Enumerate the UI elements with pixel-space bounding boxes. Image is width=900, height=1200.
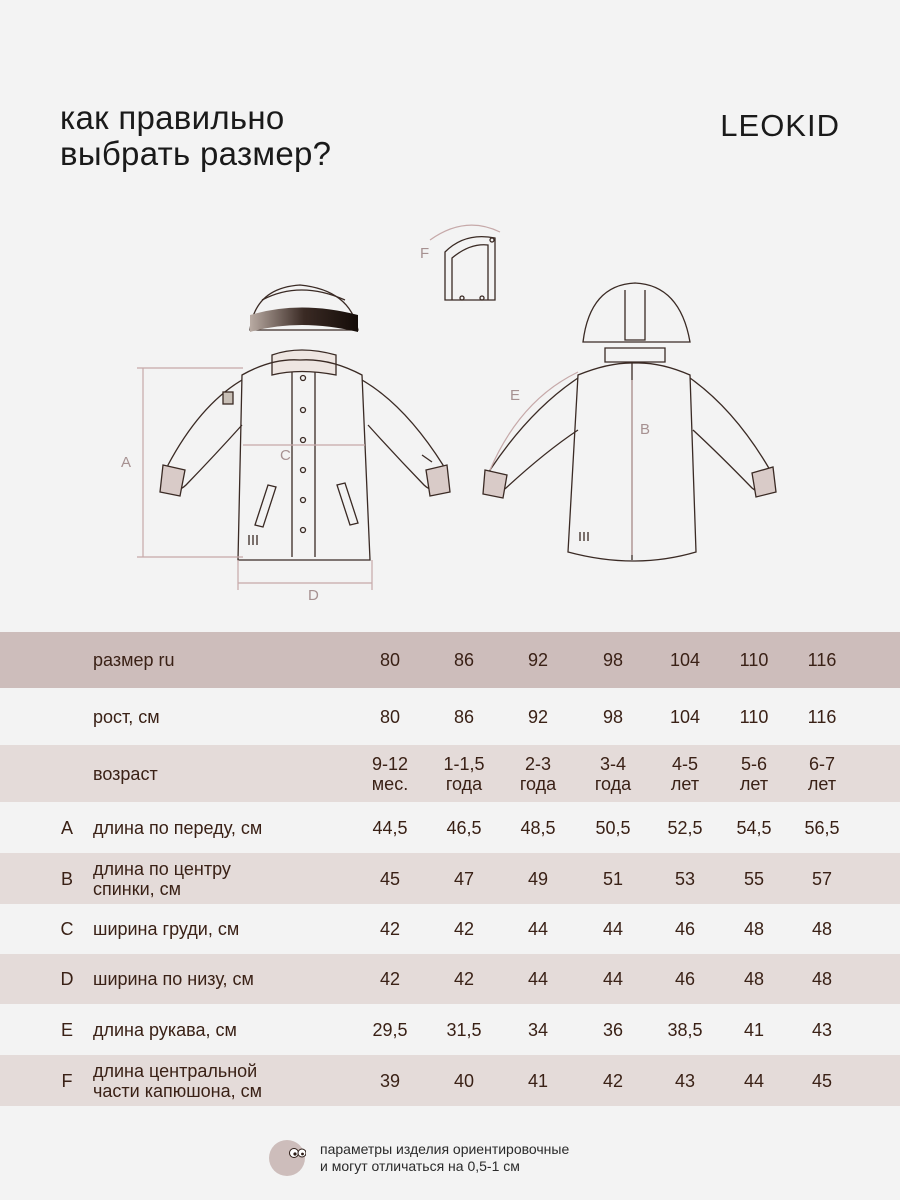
table-cell: 48 <box>743 919 765 939</box>
table-cell: 45 <box>811 1071 833 1091</box>
row-label: длина рукава, см <box>93 1020 237 1040</box>
row-code: E <box>60 1020 73 1040</box>
table-cell: 31,5 <box>446 1020 482 1040</box>
row-label: ширина по низу, см <box>93 969 254 989</box>
table-cell: 80 <box>379 650 401 670</box>
mascot-icon <box>268 1139 306 1177</box>
table-cell: 44,5 <box>372 818 408 838</box>
table-cell: 48,5 <box>520 818 556 838</box>
table-cell: 36 <box>602 1020 624 1040</box>
brand-logo: LEOKID <box>720 108 840 143</box>
row-label: длина по переду, см <box>93 818 263 838</box>
table-cell: 48 <box>743 969 765 989</box>
table-cell: 86 <box>453 650 475 670</box>
table-cell: 55 <box>743 869 765 889</box>
table-cell: 44 <box>527 919 549 939</box>
table-row <box>0 853 900 904</box>
dimension-d-label: D <box>308 587 319 604</box>
table-cell: 46,5 <box>446 818 482 838</box>
table-cell: 46 <box>674 919 696 939</box>
table-cell: 5-6 лет <box>739 754 769 794</box>
row-label: возраст <box>93 764 158 784</box>
hood-detail-drawing <box>445 237 495 300</box>
table-cell: 50,5 <box>595 818 631 838</box>
table-cell: 34 <box>527 1020 549 1040</box>
title-line-1: как правильно <box>60 99 285 136</box>
table-cell: 98 <box>602 650 624 670</box>
table-cell: 44 <box>602 919 624 939</box>
table-cell: 4-5 лет <box>670 754 700 794</box>
table-cell: 40 <box>453 1071 475 1091</box>
table-cell: 44 <box>743 1071 765 1091</box>
table-cell: 6-7 лет <box>807 754 837 794</box>
dimension-b-label: B <box>640 421 651 438</box>
title-line-2: выбрать размер? <box>60 135 332 172</box>
row-code: F <box>61 1071 73 1091</box>
footer-note <box>268 1135 668 1179</box>
row-label: длина центральной части капюшона, см <box>93 1061 262 1101</box>
table-row <box>0 1055 900 1106</box>
table-cell: 53 <box>674 869 696 889</box>
table-row <box>0 954 900 1004</box>
table-cell: 104 <box>669 650 701 670</box>
table-row <box>0 688 900 745</box>
row-label: длина по центру спинки, см <box>93 859 231 899</box>
table-row <box>0 904 900 954</box>
dimension-f-label: F <box>420 245 430 262</box>
size-table <box>0 632 900 1106</box>
table-cell: 1-1,5 года <box>443 754 485 794</box>
table-cell: 29,5 <box>372 1020 408 1040</box>
table-cell: 110 <box>739 650 769 670</box>
table-cell: 38,5 <box>667 1020 703 1040</box>
table-cell: 45 <box>379 869 401 889</box>
table-cell: 80 <box>379 707 401 727</box>
table-cell: 42 <box>453 919 475 939</box>
page-title <box>60 100 331 172</box>
table-cell: 48 <box>811 969 833 989</box>
row-code: A <box>60 818 73 838</box>
table-cell: 116 <box>807 650 837 670</box>
table-cell: 43 <box>811 1020 833 1040</box>
table-cell: 46 <box>674 969 696 989</box>
table-cell: 86 <box>453 707 475 727</box>
footer-note-line-2: и могут отличаться на 0,5-1 см <box>320 1158 520 1174</box>
dimension-c-label: C <box>280 447 291 464</box>
row-code: D <box>60 969 74 989</box>
row-label: размер ru <box>93 650 175 670</box>
table-cell: 54,5 <box>736 818 772 838</box>
table-cell: 92 <box>527 707 549 727</box>
table-cell: 104 <box>669 707 701 727</box>
table-cell: 56,5 <box>804 818 840 838</box>
table-cell: 3-4 года <box>594 754 632 794</box>
table-cell: 9-12 мес. <box>371 754 409 794</box>
table-row <box>0 1004 900 1055</box>
table-cell: 98 <box>602 707 624 727</box>
table-cell: 44 <box>602 969 624 989</box>
table-cell: 47 <box>453 869 475 889</box>
table-cell: 42 <box>602 1071 624 1091</box>
table-cell: 41 <box>743 1020 765 1040</box>
back-view-drawing <box>483 283 776 561</box>
table-cell: 39 <box>379 1071 401 1091</box>
front-view-drawing <box>160 285 450 560</box>
table-cell: 42 <box>453 969 475 989</box>
row-label: рост, см <box>93 707 160 727</box>
row-code: B <box>60 869 73 889</box>
table-cell: 42 <box>379 969 401 989</box>
table-cell: 41 <box>527 1071 549 1091</box>
table-cell: 51 <box>602 869 624 889</box>
dimension-a-label: A <box>121 454 132 471</box>
table-cell: 116 <box>807 707 837 727</box>
table-row <box>0 745 900 802</box>
table-cell: 43 <box>674 1071 696 1091</box>
table-cell: 42 <box>379 919 401 939</box>
table-cell: 57 <box>811 869 833 889</box>
table-cell: 110 <box>739 707 769 727</box>
table-cell: 44 <box>527 969 549 989</box>
table-cell: 92 <box>527 650 549 670</box>
table-row <box>0 632 900 688</box>
table-row <box>0 802 900 853</box>
table-cell: 48 <box>811 919 833 939</box>
table-cell: 49 <box>527 869 549 889</box>
table-cell: 52,5 <box>667 818 703 838</box>
dimension-e-label: E <box>510 387 521 404</box>
row-label: ширина груди, см <box>93 919 240 939</box>
jacket-illustration <box>0 215 900 615</box>
row-code: C <box>60 919 74 939</box>
table-cell: 2-3 года <box>519 754 557 794</box>
footer-note-line-1: параметры изделия ориентировочные <box>320 1141 570 1157</box>
